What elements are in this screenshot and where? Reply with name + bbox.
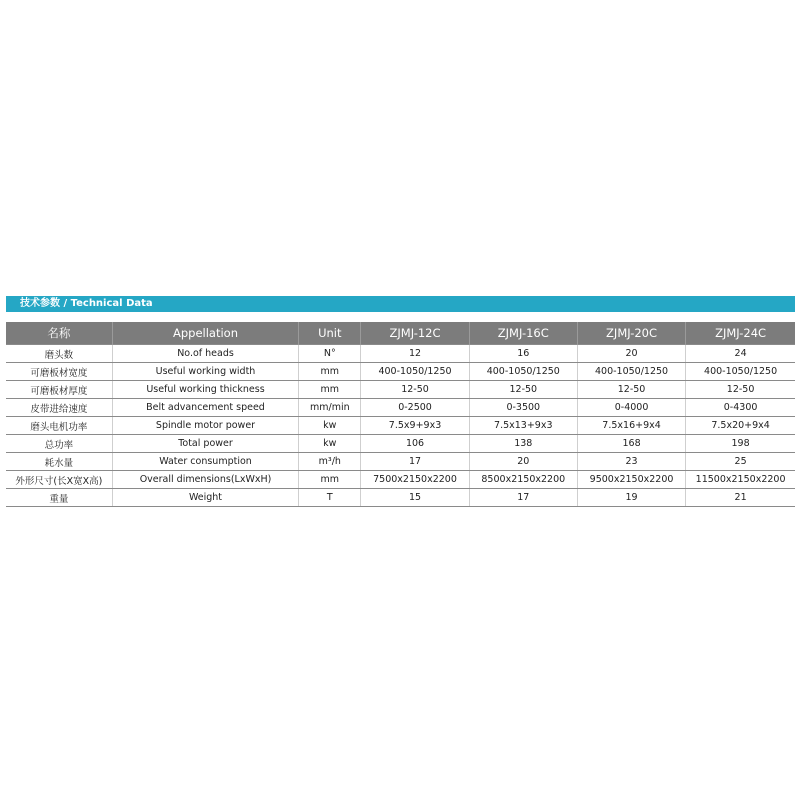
cell-chinese-name: 皮带进给速度 [6, 399, 112, 417]
cell-unit: kw [299, 417, 361, 435]
cell-zjmj-24c: 7.5x20+9x4 [686, 417, 795, 435]
cell-zjmj-12c: 7.5x9+9x3 [361, 417, 469, 435]
cell-zjmj-24c: 12-50 [686, 381, 795, 399]
header-model-zjmj-24c: ZJMJ-24C [686, 322, 795, 345]
header-unit: Unit [299, 322, 361, 345]
table-row [6, 399, 795, 417]
table-row [6, 435, 795, 453]
cell-zjmj-20c: 168 [577, 435, 685, 453]
cell-zjmj-20c: 12-50 [577, 381, 685, 399]
cell-zjmj-12c: 12 [361, 345, 469, 363]
cell-chinese-name: 外形尺寸(长X宽X高) [6, 471, 112, 489]
table-header-row [6, 322, 795, 345]
cell-unit: T [299, 489, 361, 507]
table-row [6, 363, 795, 381]
cell-zjmj-12c: 15 [361, 489, 469, 507]
section-banner [6, 296, 795, 312]
header-model-zjmj-16c: ZJMJ-16C [469, 322, 577, 345]
cell-appellation: Overall dimensions(LxWxH) [112, 471, 298, 489]
header-chinese-name: 名称 [6, 322, 112, 345]
cell-chinese-name: 磨头电机功率 [6, 417, 112, 435]
cell-zjmj-12c: 106 [361, 435, 469, 453]
table-row [6, 417, 795, 435]
cell-unit: mm [299, 381, 361, 399]
cell-zjmj-16c: 7.5x13+9x3 [469, 417, 577, 435]
cell-zjmj-20c: 19 [577, 489, 685, 507]
cell-zjmj-16c: 0-3500 [469, 399, 577, 417]
cell-zjmj-20c: 23 [577, 453, 685, 471]
cell-zjmj-16c: 20 [469, 453, 577, 471]
cell-zjmj-24c: 0-4300 [686, 399, 795, 417]
cell-appellation: Useful working width [112, 363, 298, 381]
cell-zjmj-16c: 400-1050/1250 [469, 363, 577, 381]
cell-zjmj-16c: 8500x2150x2200 [469, 471, 577, 489]
cell-unit: mm [299, 471, 361, 489]
cell-appellation: Water consumption [112, 453, 298, 471]
header-appellation: Appellation [112, 322, 298, 345]
cell-zjmj-12c: 12-50 [361, 381, 469, 399]
cell-zjmj-16c: 12-50 [469, 381, 577, 399]
table-row [6, 381, 795, 399]
cell-unit: kw [299, 435, 361, 453]
cell-zjmj-12c: 0-2500 [361, 399, 469, 417]
section-title: 技术参数 / Technical Data [20, 298, 153, 309]
cell-zjmj-24c: 21 [686, 489, 795, 507]
cell-zjmj-24c: 11500x2150x2200 [686, 471, 795, 489]
technical-data-section [6, 296, 795, 507]
table-row [6, 345, 795, 363]
cell-chinese-name: 可磨板材厚度 [6, 381, 112, 399]
cell-zjmj-24c: 198 [686, 435, 795, 453]
cell-unit: N° [299, 345, 361, 363]
table-row [6, 453, 795, 471]
cell-unit: mm/min [299, 399, 361, 417]
cell-zjmj-16c: 17 [469, 489, 577, 507]
cell-zjmj-16c: 16 [469, 345, 577, 363]
cell-chinese-name: 磨头数 [6, 345, 112, 363]
cell-appellation: Weight [112, 489, 298, 507]
cell-chinese-name: 总功率 [6, 435, 112, 453]
cell-zjmj-20c: 7.5x16+9x4 [577, 417, 685, 435]
header-model-zjmj-12c: ZJMJ-12C [361, 322, 469, 345]
cell-zjmj-24c: 400-1050/1250 [686, 363, 795, 381]
cell-chinese-name: 耗水量 [6, 453, 112, 471]
cell-zjmj-24c: 25 [686, 453, 795, 471]
cell-zjmj-12c: 400-1050/1250 [361, 363, 469, 381]
cell-zjmj-12c: 17 [361, 453, 469, 471]
cell-zjmj-20c: 9500x2150x2200 [577, 471, 685, 489]
table-row [6, 489, 795, 507]
cell-unit: m³/h [299, 453, 361, 471]
cell-appellation: Spindle motor power [112, 417, 298, 435]
cell-zjmj-20c: 0-4000 [577, 399, 685, 417]
cell-appellation: Useful working thickness [112, 381, 298, 399]
cell-zjmj-12c: 7500x2150x2200 [361, 471, 469, 489]
specs-table [6, 322, 795, 507]
cell-zjmj-24c: 24 [686, 345, 795, 363]
header-model-zjmj-20c: ZJMJ-20C [577, 322, 685, 345]
cell-zjmj-20c: 400-1050/1250 [577, 363, 685, 381]
cell-appellation: No.of heads [112, 345, 298, 363]
cell-zjmj-16c: 138 [469, 435, 577, 453]
cell-zjmj-20c: 20 [577, 345, 685, 363]
cell-appellation: Belt advancement speed [112, 399, 298, 417]
cell-unit: mm [299, 363, 361, 381]
cell-appellation: Total power [112, 435, 298, 453]
table-row [6, 471, 795, 489]
cell-chinese-name: 可磨板材宽度 [6, 363, 112, 381]
cell-chinese-name: 重量 [6, 489, 112, 507]
